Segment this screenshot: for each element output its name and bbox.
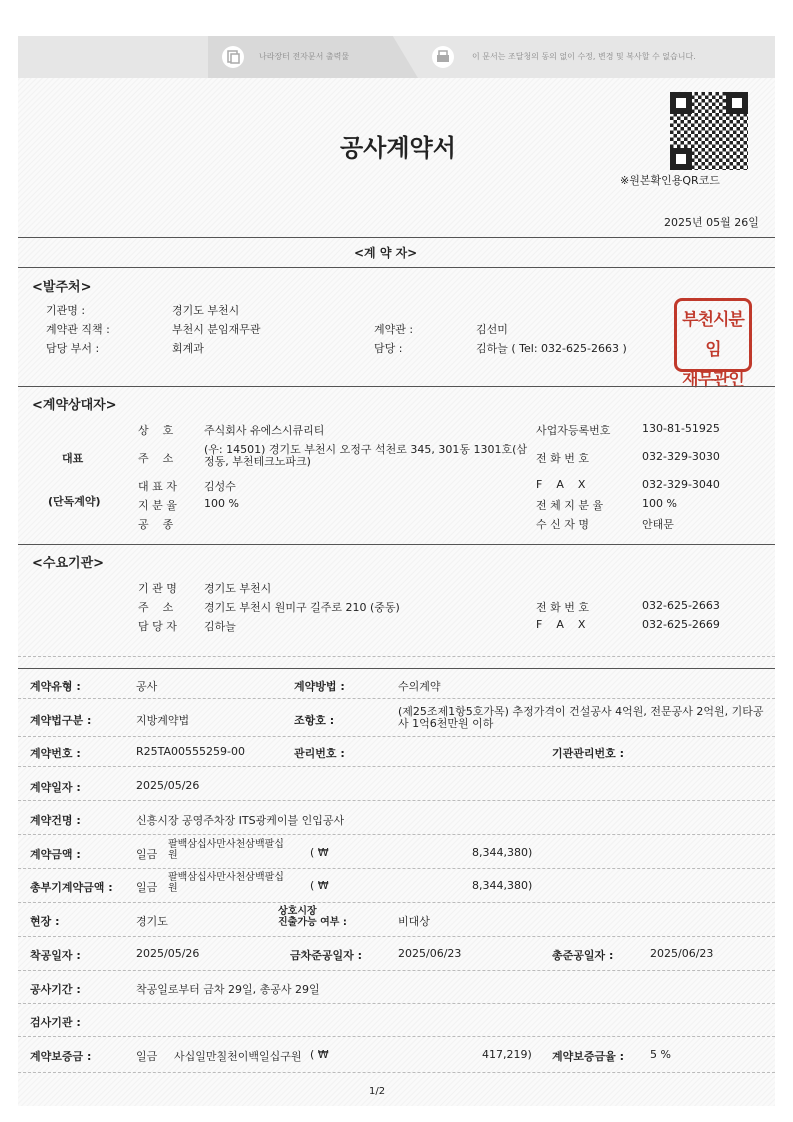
- demand-fax-label: F A X: [536, 618, 586, 631]
- total-words-line: 팔백삼십사만사천삼백팔십: [168, 872, 284, 883]
- period-value: 착공일로부터 금차 29일, 총공사 29일: [136, 983, 320, 996]
- amount-won: ( ₩: [310, 846, 329, 859]
- divider: [18, 800, 775, 801]
- ceo-value: 김성수: [204, 480, 236, 493]
- amount-words-line: 팔백삼십사만사천삼백팔십: [168, 839, 284, 850]
- single-contract-label: (단독계약): [48, 495, 101, 508]
- divider: [18, 970, 775, 971]
- total-amount-label: 총부기계약금액 :: [30, 881, 113, 894]
- divider: [18, 1036, 775, 1037]
- deposit-words: 사십일만칠천이백일십구원: [174, 1050, 302, 1063]
- officer-label: 계약관 :: [374, 323, 414, 336]
- amount-number: 8,344,380): [472, 846, 533, 859]
- final-date-label: 총준공일자 :: [552, 949, 614, 962]
- divider: [18, 1072, 775, 1073]
- seal-line: 부천시분임: [682, 310, 744, 360]
- ceo-label: 대 표 자: [138, 480, 177, 493]
- company-value: 주식회사 유에스시큐리티: [204, 424, 325, 437]
- bizno-label: 사업자등록번호: [536, 424, 611, 437]
- site-value: 경기도: [136, 915, 168, 928]
- total-won: ( ₩: [310, 879, 329, 892]
- demand-fax-value: 032-625-2669: [642, 618, 720, 631]
- divider: [18, 386, 775, 387]
- recipient-label: 수 신 자 명: [536, 518, 589, 531]
- position-label: 계약관 직책 :: [46, 323, 110, 336]
- page-number: 1/2: [369, 1086, 386, 1097]
- document-date: 2025년 05월 26일: [664, 216, 759, 229]
- contract-no-label: 계약번호 :: [30, 747, 81, 760]
- share-value: 100 %: [204, 497, 239, 510]
- divider: [18, 656, 775, 657]
- contract-type-label: 계약유형 :: [30, 680, 81, 693]
- deposit-rate-label: 계약보증금율 :: [552, 1050, 624, 1063]
- clause-line: 사 1억6천만원 이하: [398, 717, 494, 730]
- clause-label: 조항호 :: [294, 714, 335, 727]
- inspection-label: 검사기관 :: [30, 1016, 81, 1029]
- official-seal: [674, 298, 752, 390]
- clause-value: [398, 706, 763, 730]
- demand-tel-label: 전 화 번 호: [536, 601, 589, 614]
- amount-words: [168, 839, 284, 861]
- market-value: 비대상: [398, 915, 430, 928]
- org-label: 기관명 :: [46, 304, 86, 317]
- interim-date-label: 금차준공일자 :: [290, 949, 362, 962]
- divider: [18, 1003, 775, 1004]
- bizno-value: 130-81-51925: [642, 422, 720, 435]
- address-label: 주 소: [138, 452, 174, 465]
- dept-value: 회계과: [172, 342, 204, 355]
- demand-addr-value: 경기도 부천시 원미구 길주로 210 (중동): [204, 601, 400, 614]
- divider: [18, 544, 775, 545]
- company-label: 상 호: [138, 424, 174, 437]
- total-words-line: 원: [168, 883, 178, 894]
- seal-line: 재무관인: [682, 370, 744, 390]
- tel-label: 전 화 번 호: [536, 452, 589, 465]
- agency-mgmt-label: 기관관리번호 :: [552, 747, 624, 760]
- clause-line: (제25조제1항5호가목) 추정가격이 건설공사 4억원, 전문공사 2억원, 기타공: [398, 705, 764, 718]
- tel-value: 032-329-3030: [642, 450, 720, 463]
- address-value: [204, 444, 527, 468]
- rep-label: 대표: [62, 452, 84, 465]
- mgmt-no-label: 관리번호 :: [294, 747, 345, 760]
- contract-method-value: 수의계약: [398, 680, 441, 693]
- total-share-label: 전 체 지 분 율: [536, 499, 604, 512]
- market-label-line: 상호시장: [278, 906, 317, 917]
- banner-right-text: 이 문서는 조달청의 동의 없이 수정, 변경 및 복사할 수 없습니다.: [472, 52, 696, 61]
- contract-law-label: 계약법구분 :: [30, 714, 92, 727]
- contract-date-label: 계약일자 :: [30, 781, 81, 794]
- person-value: 김하늘 ( Tel: 032-625-2663 ): [476, 342, 627, 355]
- position-value: 부천시 분임재무관: [172, 323, 261, 336]
- officer-value: 김선미: [476, 323, 508, 336]
- recipient-value: 안태문: [642, 518, 674, 531]
- contract-amount-label: 계약금액 :: [30, 848, 81, 861]
- deposit-won: ( ₩: [310, 1048, 329, 1061]
- contract-date-value: 2025/05/26: [136, 779, 200, 792]
- divider: [18, 267, 775, 268]
- deposit-label: 계약보증금 :: [30, 1050, 92, 1063]
- divider: [18, 668, 775, 669]
- divider: [18, 834, 775, 835]
- deposit-rate-value: 5 %: [650, 1048, 671, 1061]
- share-label: 지 분 율: [138, 499, 177, 512]
- divider: [18, 698, 775, 699]
- qr-caption: ※원본확인용QR코드: [620, 174, 720, 187]
- contract-law-value: 지방계약법: [136, 714, 190, 727]
- document-page: [18, 36, 775, 1106]
- divider: [18, 902, 775, 903]
- final-date-value: 2025/06/23: [650, 947, 714, 960]
- total-prefix: 일금: [136, 881, 158, 894]
- demand-person-label: 담 당 자: [138, 620, 177, 633]
- total-number: 8,344,380): [472, 879, 533, 892]
- demand-org-value: 경기도 부천시: [204, 582, 272, 595]
- demand-heading: <수요기관>: [32, 556, 105, 571]
- interim-date-value: 2025/06/23: [398, 947, 462, 960]
- divider: [18, 936, 775, 937]
- divider: [18, 736, 775, 737]
- divider: [18, 766, 775, 767]
- contract-method-label: 계약방법 :: [294, 680, 345, 693]
- ordering-heading: <발주처>: [32, 280, 92, 295]
- document-icon: [222, 46, 244, 68]
- page-title: 공사계약서: [340, 134, 456, 162]
- divider: [18, 868, 775, 869]
- contract-type-value: 공사: [136, 680, 158, 693]
- fax-value: 032-329-3040: [642, 478, 720, 491]
- contract-name-value: 신흥시장 공영주차장 ITS광케이블 인입공사: [136, 814, 345, 827]
- period-label: 공사기간 :: [30, 983, 81, 996]
- print-banner: [18, 36, 775, 78]
- work-type-label: 공 종: [138, 518, 174, 531]
- start-date-value: 2025/05/26: [136, 947, 200, 960]
- qr-finder-pattern: [673, 151, 689, 167]
- person-label: 담당 :: [374, 342, 403, 355]
- site-label: 현장 :: [30, 915, 60, 928]
- demand-person-value: 김하늘: [204, 620, 236, 633]
- contract-no-value: R25TA00555259-00: [136, 745, 245, 758]
- printer-icon: [432, 46, 454, 68]
- org-value: 경기도 부천시: [172, 304, 240, 317]
- market-label-line: 진출가능 여부 :: [278, 917, 347, 928]
- demand-tel-value: 032-625-2663: [642, 599, 720, 612]
- address-line: 정동, 부천테크노파크): [204, 455, 311, 468]
- dept-label: 담당 부서 :: [46, 342, 100, 355]
- address-line: (우: 14501) 경기도 부천시 오정구 석천로 345, 301동 1301호(삼: [204, 443, 528, 456]
- total-share-value: 100 %: [642, 497, 677, 510]
- contractor-heading: <계 약 자>: [354, 246, 418, 260]
- divider: [18, 237, 775, 238]
- banner-left-text: 나라장터 전자문서 출력물: [259, 52, 350, 61]
- deposit-prefix: 일금: [136, 1050, 158, 1063]
- contract-name-label: 계약건명 :: [30, 814, 81, 827]
- demand-org-label: 기 관 명: [138, 582, 177, 595]
- amount-words-line: 원: [168, 850, 178, 861]
- counterpart-heading: <계약상대자>: [32, 398, 117, 413]
- demand-addr-label: 주 소: [138, 601, 174, 614]
- fax-label: F A X: [536, 478, 586, 491]
- start-date-label: 착공일자 :: [30, 949, 81, 962]
- total-words: [168, 872, 284, 894]
- market-label: [278, 906, 347, 928]
- deposit-number: 417,219): [482, 1048, 532, 1061]
- amount-prefix: 일금: [136, 848, 158, 861]
